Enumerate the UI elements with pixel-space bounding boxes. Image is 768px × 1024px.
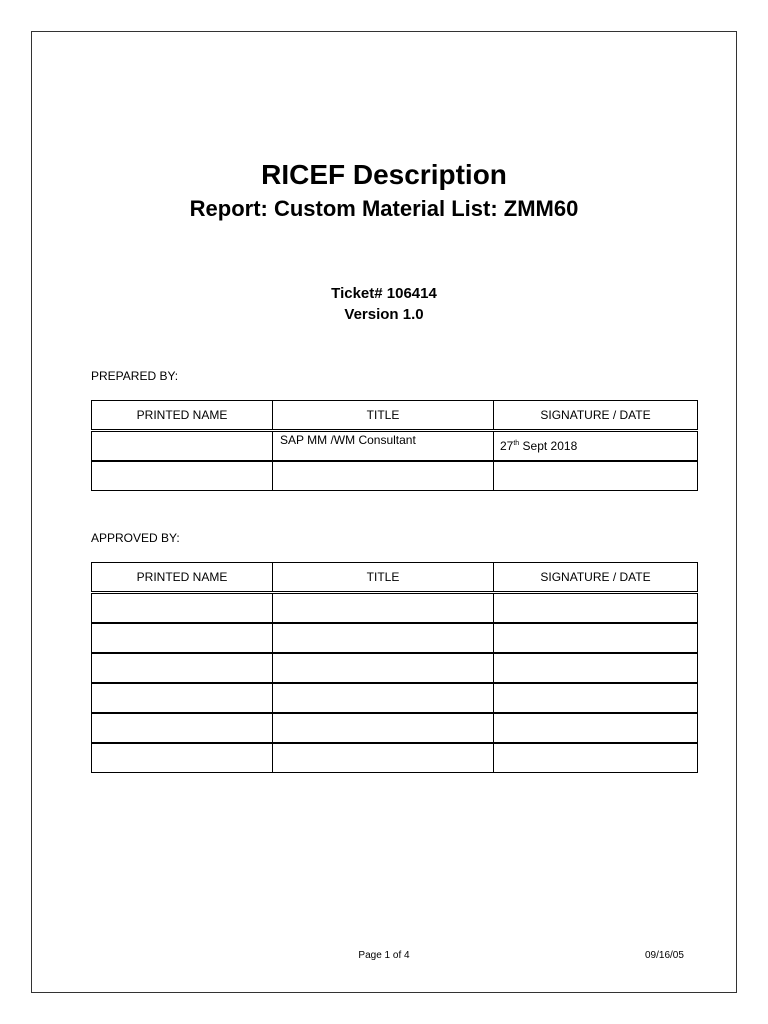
header-signature-date: SIGNATURE / DATE [494,563,698,593]
table-row [92,713,698,743]
date-day: 27 [500,439,514,453]
signature-date-cell [494,623,698,653]
signature-date-cell [494,431,698,461]
signature-date-cell [494,683,698,713]
ticket-number: Ticket# 106414 [331,285,437,302]
title-cell [273,713,494,743]
signature-date-cell [494,743,698,773]
table-row [92,653,698,683]
approved-by-label: APPROVED BY: [91,531,180,545]
title-cell [273,593,494,623]
prepared-by-label: PREPARED BY: [91,369,179,383]
header-title: TITLE [273,563,494,593]
printed-name-cell [92,461,273,491]
signature-date-cell [494,461,698,491]
table-row [92,683,698,713]
prepared-by-table [91,400,698,491]
approved-by-table [91,562,698,773]
title-cell [273,461,494,491]
table-row [92,593,698,623]
title-cell: SAP MM /WM Consultant [273,431,494,461]
header-printed-name: PRINTED NAME [92,401,273,431]
printed-name-cell [92,653,273,683]
table-row [92,743,698,773]
date-suffix: th [513,440,520,447]
title-cell [273,683,494,713]
title-cell [273,653,494,683]
header-signature-date: SIGNATURE / DATE [494,401,698,431]
table-row [92,623,698,653]
document-title: RICEF Description [261,159,507,190]
header-printed-name: PRINTED NAME [92,563,273,593]
printed-name-cell [92,593,273,623]
header-title: TITLE [273,401,494,431]
signature-date-cell [494,713,698,743]
printed-name-cell [92,743,273,773]
table-row [92,431,698,461]
printed-name-cell [92,431,273,461]
prepared-header-row [92,401,698,431]
footer-date: 09/16/05 [645,950,684,961]
document-subtitle: Report: Custom Material List: ZMM60 [189,196,579,221]
signature-date-cell [494,593,698,623]
approved-header-row [92,563,698,593]
printed-name-cell [92,623,273,653]
version-number: Version 1.0 [344,306,424,323]
title-cell [273,743,494,773]
title-cell [273,623,494,653]
date-rest: Sept 2018 [519,439,578,453]
printed-name-cell [92,713,273,743]
table-row [92,461,698,491]
page-number: Page 1 of 4 [358,950,410,961]
printed-name-cell [92,683,273,713]
signature-date-cell [494,653,698,683]
